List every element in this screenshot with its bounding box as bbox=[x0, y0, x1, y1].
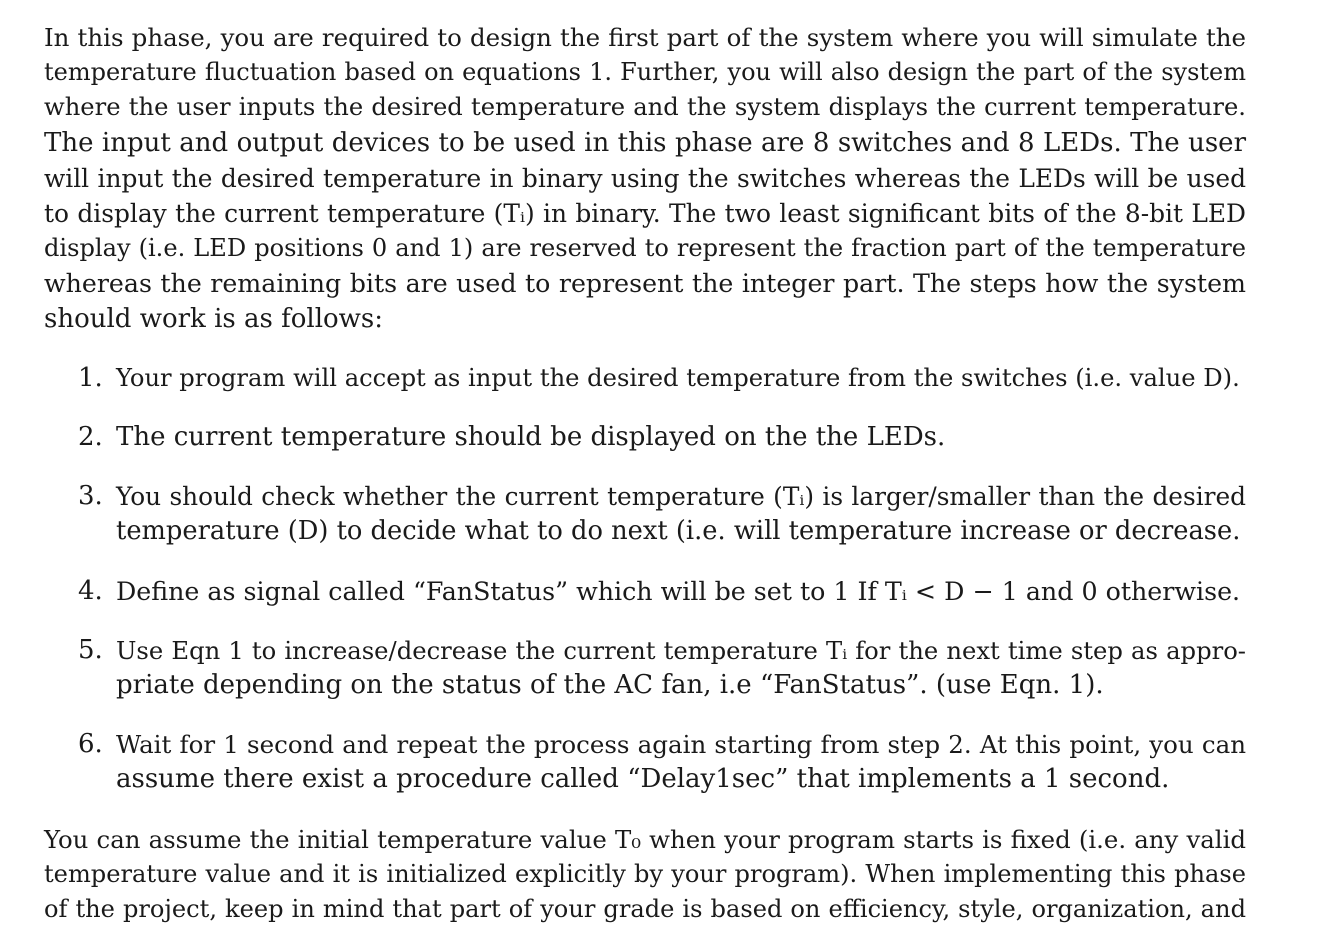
closing-line: of the project, keep in mind that part of your grade is based on efficiency, style, organization, and bbox=[44, 895, 1246, 924]
step-item bbox=[44, 479, 1246, 549]
steps-list bbox=[44, 361, 1246, 798]
step-number: 1. bbox=[78, 362, 103, 393]
step-number: 2. bbox=[78, 422, 103, 453]
intro-line: will input the desired temperature in binary using the switches whereas the LEDs will be used bbox=[44, 163, 1246, 193]
intro-line: display (i.e. LED positions 0 and 1) are reserved to represent the fraction part of the temperature bbox=[44, 234, 1246, 263]
intro-line: In this phase, you are required to design the first part of the system where you will simulate the bbox=[44, 23, 1246, 52]
intro-line: should work is as follows: bbox=[44, 303, 384, 334]
step-number: 4. bbox=[78, 575, 103, 606]
step-text: temperature (D) to decide what to do next (i.e. will temperature increase or decrease. bbox=[116, 516, 1241, 547]
step-text: Wait for 1 second and repeat the process again starting from step 2. At this point, you can bbox=[116, 730, 1246, 760]
step-text: assume there exist a procedure called “Delay1sec” that implements a 1 second. bbox=[116, 764, 1170, 795]
intro-paragraph bbox=[44, 20, 1246, 337]
closing-line: temperature value and it is initialized explicitly by your program). When implementing this phase bbox=[44, 859, 1246, 888]
step-text: Your program will accept as input the desired temperature from the switches (i.e. value D). bbox=[116, 363, 1240, 392]
intro-line: whereas the remaining bits are used to represent the integer part. The steps how the system bbox=[44, 269, 1246, 299]
closing-paragraph bbox=[44, 822, 1246, 928]
step-item bbox=[44, 574, 1246, 609]
step-text: You should check whether the current temperature (Tᵢ) is larger/smaller than the desired bbox=[116, 482, 1246, 512]
step-number: 3. bbox=[78, 481, 103, 512]
step-item bbox=[44, 633, 1246, 703]
step-text: The current temperature should be displayed on the the LEDs. bbox=[116, 422, 946, 453]
intro-line: where the user inputs the desired temperature and the system displays the current temperature. bbox=[44, 93, 1246, 122]
step-text: Use Eqn 1 to increase/decrease the current temperature Tᵢ for the next time step as appro- bbox=[116, 635, 1246, 665]
step-item bbox=[44, 727, 1246, 797]
closing-line: You can assume the initial temperature value T₀ when your program starts is fixed (i.e. any valid bbox=[44, 824, 1246, 854]
step-item bbox=[44, 420, 1246, 455]
document-page bbox=[44, 20, 1246, 927]
step-text: priate depending on the status of the AC fan, i.e “FanStatus”. (use Eqn. 1). bbox=[116, 670, 1104, 701]
step-text: Define as signal called “FanStatus” which will be set to 1 If Tᵢ < D − 1 and 0 otherwise. bbox=[116, 576, 1241, 606]
step-item bbox=[44, 361, 1246, 396]
step-number: 6. bbox=[78, 729, 103, 760]
intro-line: to display the current temperature (Tᵢ) in binary. The two least significant bits of the 8-bit LED bbox=[44, 199, 1246, 229]
step-number: 5. bbox=[78, 634, 103, 665]
intro-line: The input and output devices to be used in this phase are 8 switches and 8 LEDs. The user bbox=[44, 127, 1246, 158]
intro-line: temperature fluctuation based on equations 1. Further, you will also design the part of the system bbox=[44, 58, 1246, 87]
